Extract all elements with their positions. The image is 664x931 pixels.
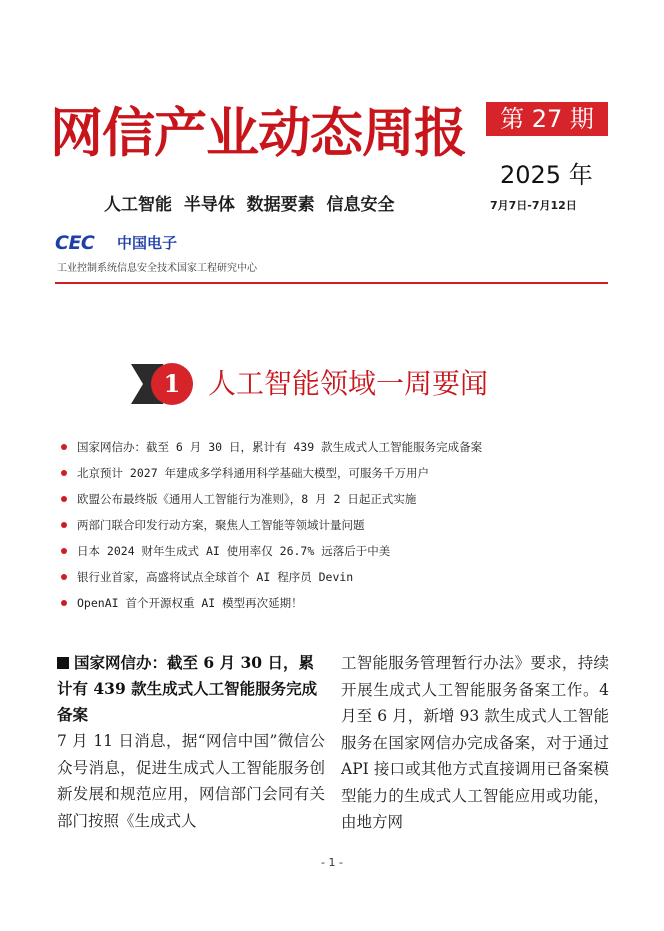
list-item: 银行业首家，高盛将试点全球首个 AI 程序员 Devin — [60, 564, 620, 590]
play-arrow-icon — [129, 362, 195, 406]
section-number: 1 — [163, 369, 181, 398]
bullet-dot-icon — [61, 496, 67, 502]
list-item: 日本 2024 财年生成式 AI 使用率仅 26.7% 远落后于中美 — [60, 538, 620, 564]
news-headline-list — [60, 434, 620, 616]
article-body-left: 7 月 11 日消息，据“网信中国”微信公众号消息，促进生成式人工智能服务创新发展和规范应用，网信部门会同有关部门按照《生成式人 — [57, 732, 325, 830]
bullet-dot-icon — [61, 522, 67, 528]
bullet-dot-icon — [61, 600, 67, 606]
article-body-right: 工智能服务管理暂行办法》要求，持续开展生成式人工智能服务备案工作。4 月至 6 月，新增 93 款生成式人工智能服务在国家网信办完成备案，对于通过 API 接口或其他方式直接调用已备案模型能力的生成式人工智能应用或功能，由地方网 — [341, 654, 609, 831]
list-item: 北京预计 2027 年建成多学科通用科学基础大模型，可服务千万用户 — [60, 460, 620, 486]
list-item: 两部门联合印发行动方案，聚焦人工智能等领域计量问题 — [60, 512, 620, 538]
square-bullet-icon — [57, 657, 69, 669]
issue-year: 2025 年 — [500, 161, 593, 189]
bullet-dot-icon — [61, 470, 67, 476]
list-item: 欧盟公布最终版《通用人工智能行为准则》，8 月 2 日起正式实施 — [60, 486, 620, 512]
issue-badge: 第 27 期 — [486, 102, 608, 136]
article-column-right — [341, 650, 609, 836]
article-headline: 国家网信办：截至 6 月 30 日，累计有 439 款生成式人工智能服务完成备案 — [57, 653, 318, 724]
logo-brand-name: 中国电子 — [117, 234, 178, 252]
organization-name: 工业控制系统信息安全技术国家工程研究中心 — [57, 263, 257, 274]
section-number-badge — [129, 362, 195, 406]
header-divider — [55, 282, 608, 284]
list-item: OpenAI 首个开源权重 AI 模型再次延期！ — [60, 590, 620, 616]
page-number: - 1 - — [321, 856, 343, 869]
logo-brand-mark: CEC — [55, 232, 95, 254]
topics-subtitle: 人工智能 半导体 数据要素 信息安全 — [104, 195, 395, 215]
date-range: 7月7日-7月12日 — [490, 199, 577, 212]
section-title: 人工智能领域一周要闻 — [208, 367, 489, 400]
bullet-dot-icon — [61, 574, 67, 580]
bullet-dot-icon — [61, 548, 67, 554]
article-column-left — [57, 650, 325, 834]
cec-logo — [55, 230, 195, 256]
bullet-dot-icon — [61, 444, 67, 450]
list-item: 国家网信办：截至 6 月 30 日，累计有 439 款生成式人工智能服务完成备案 — [60, 434, 620, 460]
report-title: 网信产业动态周报 — [50, 103, 466, 164]
